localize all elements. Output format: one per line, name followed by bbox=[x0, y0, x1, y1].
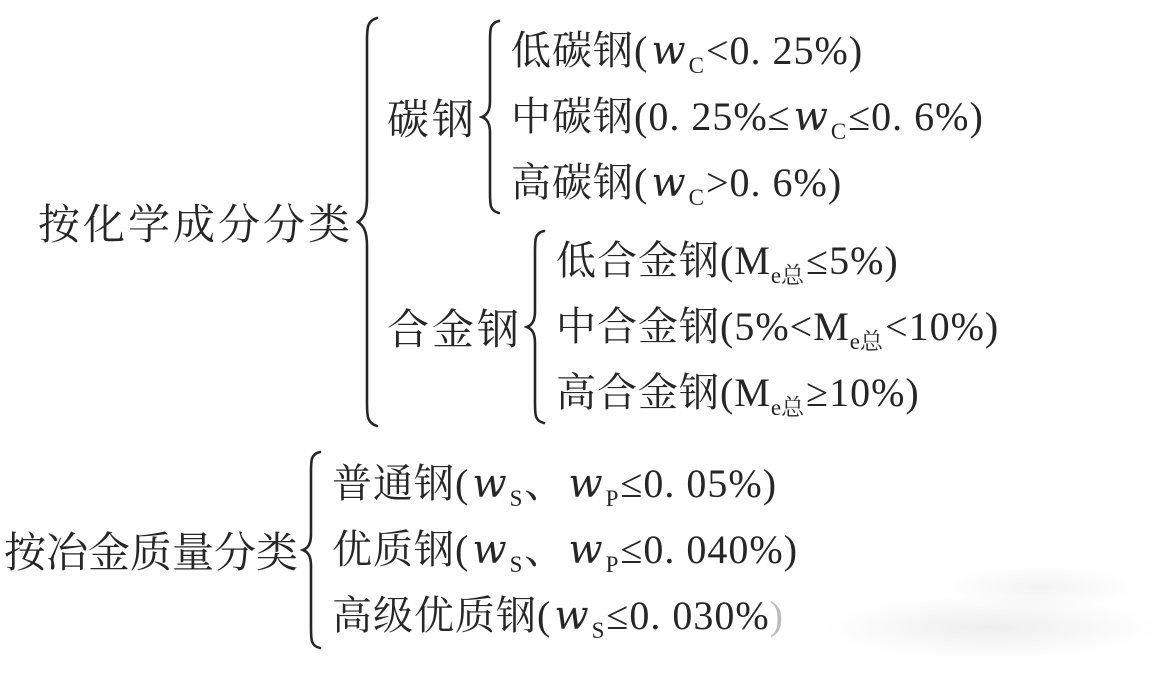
brace-icon bbox=[300, 450, 326, 650]
item-medium-carbon-steel bbox=[511, 84, 984, 150]
brace-icon bbox=[355, 16, 383, 428]
group-label-metallurgical-quality: 按冶金质量分类 bbox=[4, 531, 299, 577]
text-run: w bbox=[651, 160, 687, 206]
item-high-alloy-steel bbox=[556, 360, 999, 426]
watermark-smudge bbox=[820, 595, 1160, 660]
alloy-steel-items bbox=[556, 228, 999, 426]
text-run: >0. 6%) bbox=[705, 160, 843, 205]
text-run: ≤0. 6%) bbox=[848, 94, 984, 139]
item-high-grade-quality-steel bbox=[332, 583, 798, 649]
text-run: <0. 25%) bbox=[705, 28, 864, 73]
text-run: S bbox=[509, 552, 523, 577]
text-run: w bbox=[472, 461, 508, 507]
text-run: 普通钢( bbox=[332, 461, 470, 506]
text-run: P bbox=[605, 552, 619, 577]
text-run: 高合金钢(M bbox=[556, 370, 771, 415]
text-run: w bbox=[554, 593, 590, 639]
text-run: C bbox=[688, 53, 704, 78]
text-run: ≤0. 05%) bbox=[620, 461, 778, 506]
quality-items bbox=[332, 451, 798, 649]
text-run: w bbox=[472, 527, 508, 573]
text-run: e总 bbox=[770, 263, 805, 288]
text-run: ≤0. 040%) bbox=[620, 527, 799, 572]
text-run: <10%) bbox=[885, 304, 1000, 349]
text-run: ≥10%) bbox=[806, 370, 920, 415]
text-run: ≤0. 030% bbox=[606, 593, 770, 638]
brace-icon bbox=[479, 19, 505, 215]
text-run: 低合金钢(M bbox=[556, 238, 771, 283]
item-quality-steel bbox=[332, 517, 798, 583]
item-high-carbon-steel bbox=[511, 150, 984, 216]
group-metallurgical-quality bbox=[4, 450, 798, 650]
text-run: ) bbox=[769, 593, 784, 638]
text-run: w bbox=[568, 461, 604, 507]
text-run: e总 bbox=[849, 329, 884, 354]
text-run: 中合金钢(5%<M bbox=[556, 304, 850, 349]
text-run: 优质钢( bbox=[332, 527, 470, 572]
text-run: 低碳钢( bbox=[511, 28, 649, 73]
item-low-alloy-steel bbox=[556, 228, 999, 294]
text-run: C bbox=[688, 185, 704, 210]
text-run: 中碳钢(0. 25%≤ bbox=[511, 94, 791, 139]
subgroup-alloy-steel bbox=[387, 228, 999, 426]
item-low-carbon-steel bbox=[511, 18, 984, 84]
text-run: 、 bbox=[524, 527, 566, 572]
subgroup-label-carbon-steel: 碳钢 bbox=[387, 98, 478, 144]
text-run: w bbox=[651, 28, 687, 74]
chemical-composition-children bbox=[387, 18, 999, 426]
text-run: w bbox=[793, 94, 829, 140]
subgroup-carbon-steel bbox=[387, 18, 999, 216]
text-run: 高碳钢( bbox=[511, 160, 649, 205]
text-run: S bbox=[591, 618, 605, 643]
subgroup-label-alloy-steel: 合金钢 bbox=[387, 308, 523, 354]
brace-icon bbox=[524, 229, 550, 425]
item-medium-alloy-steel bbox=[556, 294, 999, 360]
text-run: C bbox=[830, 119, 847, 144]
group-label-chemical-composition: 按化学成分分类 bbox=[38, 203, 354, 249]
item-ordinary-steel bbox=[332, 451, 798, 517]
carbon-steel-items bbox=[511, 18, 984, 216]
watermark-smudge bbox=[940, 565, 1140, 610]
text-run: 高级优质钢( bbox=[332, 593, 552, 638]
group-chemical-composition bbox=[38, 16, 999, 428]
text-run: S bbox=[509, 486, 523, 511]
text-run: w bbox=[568, 527, 604, 573]
text-run: P bbox=[605, 486, 619, 511]
text-run: ≤5%) bbox=[806, 238, 899, 283]
text-run: e总 bbox=[770, 395, 805, 420]
text-run: 、 bbox=[524, 461, 566, 506]
